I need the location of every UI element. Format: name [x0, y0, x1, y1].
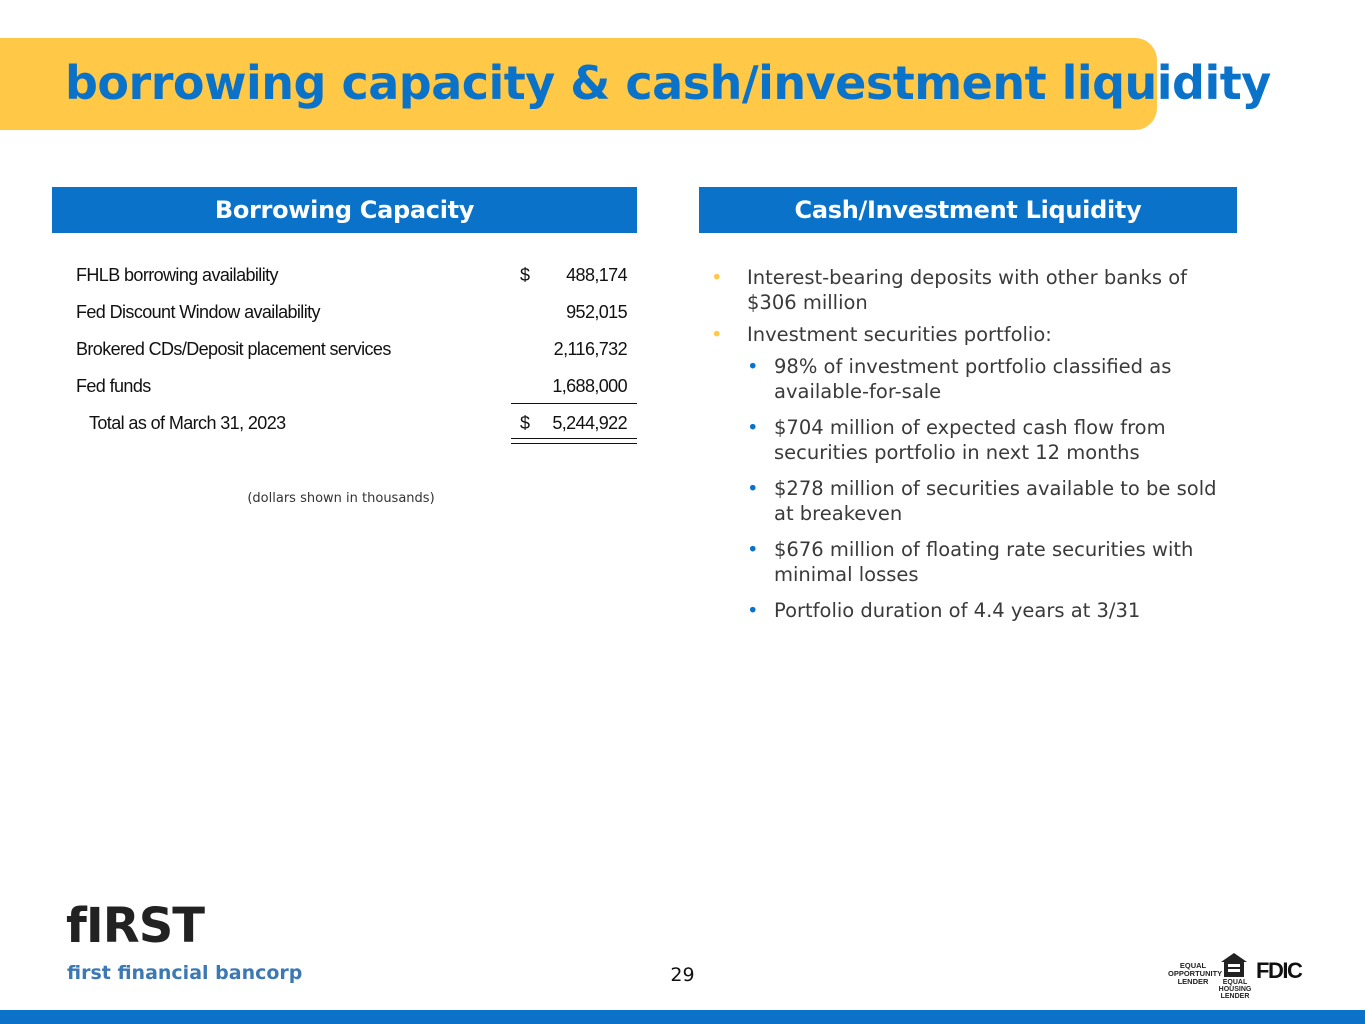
list-item: • Interest-bearing deposits with other banks of $306 million — [699, 265, 1229, 315]
bottom-bar — [0, 1010, 1365, 1024]
row-label: Brokered CDs/Deposit placement services — [76, 339, 391, 359]
company-logo-mark: fIRST — [66, 898, 205, 954]
page-title: borrowing capacity & cash/investment liquidity — [65, 56, 1271, 110]
table-row — [52, 256, 637, 293]
row-value: 488,174 — [566, 265, 627, 285]
total-currency: $ — [520, 413, 530, 433]
row-value: 2,116,732 — [553, 339, 627, 359]
company-logo-text: first financial bancorp — [67, 962, 303, 984]
row-label: Fed funds — [76, 376, 151, 396]
row-label: Fed Discount Window availability — [76, 302, 320, 322]
row-currency: $ — [520, 265, 530, 285]
table-row — [52, 367, 637, 404]
cash-liquidity-header: Cash/Investment Liquidity — [699, 187, 1237, 233]
total-label: Total as of March 31, 2023 — [89, 413, 286, 433]
row-label: FHLB borrowing availability — [76, 265, 278, 285]
liquidity-bullets — [699, 265, 1229, 634]
sub-list-item: • 98% of investment portfolio classified as available-for-sale — [699, 354, 1229, 404]
total-row — [52, 404, 637, 441]
borrowing-table — [52, 256, 637, 441]
list-item: • Investment securities portfolio: — [699, 322, 1229, 347]
equal-housing-lender-text: EQUAL HOUSING LENDER — [1218, 979, 1252, 1000]
footnote: (dollars shown in thousands) — [247, 491, 435, 506]
sub-list-item: • $676 million of floating rate securities with minimal losses — [699, 537, 1229, 587]
fdic-logo: FDIC — [1256, 958, 1302, 983]
sub-list-item: • $278 million of securities available to be sold at breakeven — [699, 476, 1229, 526]
borrowing-capacity-header: Borrowing Capacity — [52, 187, 637, 233]
equal-housing-icon — [1220, 952, 1248, 978]
total-value: 5,244,922 — [552, 413, 627, 433]
row-value: 952,015 — [566, 302, 627, 322]
table-row — [52, 330, 637, 367]
table-row — [52, 293, 637, 330]
page-number: 29 — [670, 964, 695, 986]
sub-list-item: • Portfolio duration of 4.4 years at 3/31 — [699, 598, 1229, 623]
row-value: 1,688,000 — [552, 376, 627, 396]
sub-list-item: • $704 million of expected cash flow from securities portfolio in next 12 months — [699, 415, 1229, 465]
equal-opportunity-lender-text: EQUAL OPPORTUNITY LENDER — [1168, 961, 1223, 986]
